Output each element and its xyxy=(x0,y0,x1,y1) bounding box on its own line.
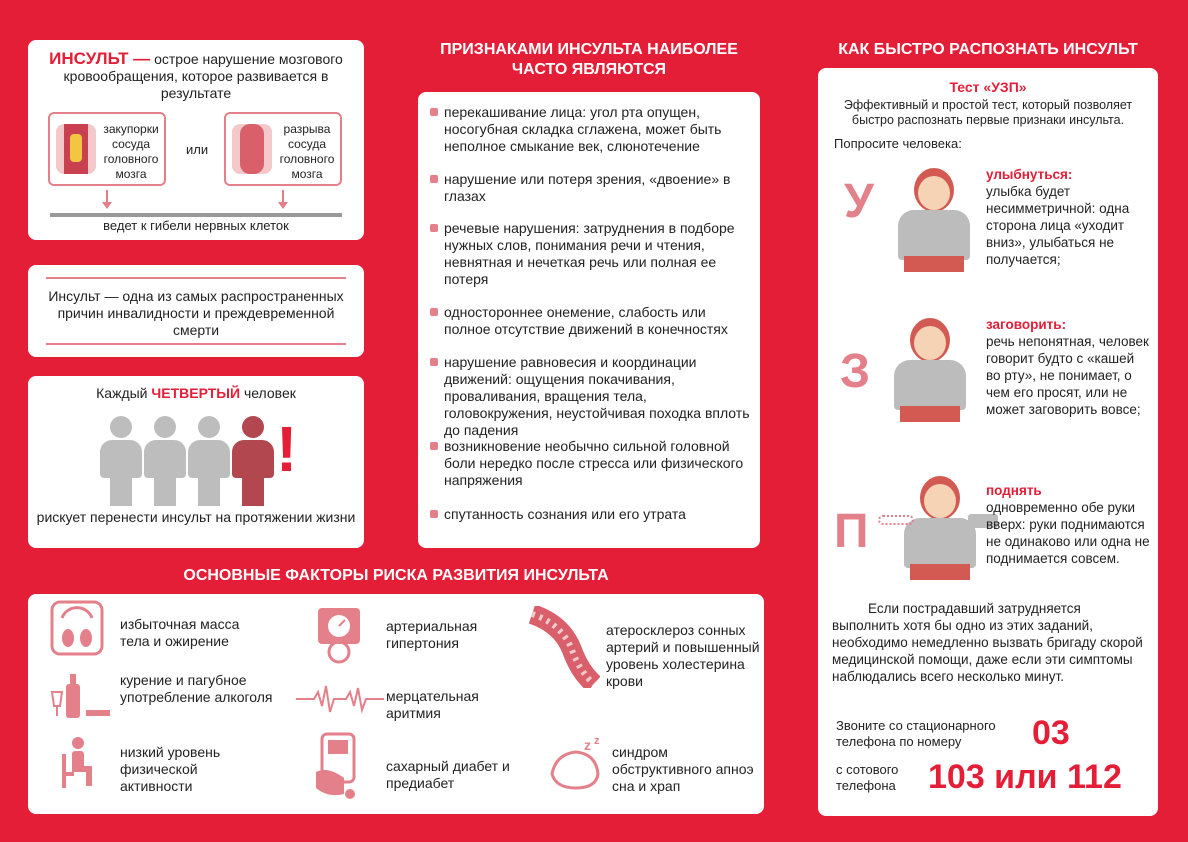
result-text: ведет к гибели нервных клеток xyxy=(103,218,289,233)
stroke-definition-text: острое нарушение мозгового кровообращения, которое развивается в результате xyxy=(63,51,343,101)
tonometer-icon xyxy=(316,606,362,664)
bullet-icon xyxy=(430,224,438,232)
person-smile-icon xyxy=(890,168,980,278)
mobile-number: 103 или 112 xyxy=(928,758,1122,796)
stroke-definition-card xyxy=(28,40,364,240)
symptom-item xyxy=(430,220,754,288)
person-icon xyxy=(144,416,186,506)
fourth-highlight: ЧЕТВЕРТЫЙ xyxy=(151,385,241,401)
step-raise xyxy=(986,482,1152,567)
test-card xyxy=(818,68,1158,816)
bullet-icon xyxy=(430,442,438,450)
risk-atherosclerosis: атеросклероз сонных артерий и повышенный уровень холестерина крови xyxy=(606,622,760,689)
bottle-cigarette-icon xyxy=(50,672,112,720)
step-raise-text: одновременно обе руки вверх: руки поднимаются не одинаково или одна не поднимается совсем. xyxy=(986,500,1150,566)
step-raise-head: поднять xyxy=(986,483,1042,498)
bullet-icon xyxy=(430,175,438,183)
vessel-blockage-icon xyxy=(56,124,96,174)
symptom-text: возникновение необычно сильной головной боли нередко после стресса или физического напряжения xyxy=(444,438,744,488)
bullet-icon xyxy=(430,358,438,366)
divider xyxy=(50,213,342,217)
symptom-text: спутанность сознания или его утрата xyxy=(444,506,686,522)
test-name: Тест «УЗП» xyxy=(949,79,1027,95)
disability-card xyxy=(28,265,364,357)
symptom-text: нарушение или потеря зрения, «двоение» в глазах xyxy=(444,171,731,204)
exclamation-icon: ! xyxy=(276,413,298,485)
step-smile-head: улыбнуться xyxy=(986,167,1068,182)
fourth-prefix: Каждый xyxy=(96,385,148,401)
call-mobile-text: с сотового телефона xyxy=(836,762,899,793)
symptoms-card xyxy=(418,92,760,548)
ecg-icon xyxy=(296,684,384,714)
risk-factors-card xyxy=(28,594,764,814)
risk-activity: низкий уровень физической активности xyxy=(120,744,221,794)
stroke-definition xyxy=(38,50,354,102)
symptom-text: перекашивание лица: угол рта опущен, носогубная складка сглажена, может быть неполное смыкание век, слюнотечение xyxy=(444,104,722,154)
arrow-down-icon xyxy=(106,190,108,206)
stroke-term: ИНСУЛЬТ — xyxy=(49,49,151,68)
or-label: или xyxy=(186,142,209,157)
vessel-rupture-icon xyxy=(232,124,272,174)
risk-hypertension: артериальная гипертония xyxy=(386,618,478,651)
person-highlighted-icon xyxy=(232,416,274,506)
svg-text:z: z xyxy=(584,737,591,753)
test-ask: Попросите человека: xyxy=(834,136,962,151)
person-speak-icon xyxy=(886,318,976,428)
symptom-item xyxy=(430,104,754,155)
test-title: КАК БЫСТРО РАСПОЗНАТЬ ИНСУЛЬТ xyxy=(838,41,1138,58)
fourth-suffix: человек xyxy=(243,385,296,401)
risk-arrhythmia: мерцательная аритмия xyxy=(386,688,479,721)
symptom-item xyxy=(430,304,754,338)
person-icon xyxy=(188,416,230,506)
bullet-icon xyxy=(430,510,438,518)
warning-text: Если пострадавший затрудняется выполнить хотя бы одно из этих заданий, необходимо немедленно вызвать бригаду скорой медицинской помощи, даже если эти симптомы наблюдались всего несколько минут. xyxy=(832,601,1143,684)
risk-diabetes: сахарный диабет и предиабет xyxy=(386,758,510,791)
blockage-box xyxy=(48,112,166,186)
risk-apnea: синдром обструктивного апноэ сна и храп xyxy=(612,744,754,794)
fourth-heading xyxy=(28,385,364,401)
bullet-icon xyxy=(430,108,438,116)
test-intro: Эффективный и простой тест, который позволяет быстро распознать первые признаки инсульта. xyxy=(843,98,1133,127)
divider xyxy=(46,343,346,345)
cause-blockage: закупорки сосуда головного мозга xyxy=(103,122,159,181)
arrow-down-icon xyxy=(282,190,284,206)
risk-title: ОСНОВНЫЕ ФАКТОРЫ РИСКА РАЗВИТИЯ ИНСУЛЬТА xyxy=(183,567,609,584)
fourth-person-card xyxy=(28,376,364,548)
letter-z: З xyxy=(840,345,871,398)
rupture-box xyxy=(224,112,342,186)
step-smile: улыбнуться: улыбка будет несимметричной: одна сторона лица «уходит вниз», улыбаться не получается; xyxy=(986,167,1130,267)
sitting-person-icon xyxy=(60,736,100,790)
step-speak: заговорить: речь непонятная, человек говорит будто с «кашей во рту», не понимает, о чем его просят, или не может заговорить вовсе; xyxy=(986,317,1149,417)
scale-icon xyxy=(50,600,104,656)
glucometer-icon xyxy=(314,732,364,802)
symptom-text: одностороннее онемение, слабость или полное отсутствие движений в конечностях xyxy=(444,304,728,337)
symptom-text: нарушение равновесия и координации движений: ощущения покачивания, проваливания, вращения тела, головокружения, неустойчивая походка вплоть до падения xyxy=(444,354,750,438)
call-landline-text: Звоните со стационарного телефона по номеру xyxy=(836,718,996,749)
letter-p: П xyxy=(834,505,869,558)
symptoms-title: ПРИЗНАКАМИ ИНСУЛЬТА НАИБОЛЕЕ ЧАСТО ЯВЛЯЮТСЯ xyxy=(440,41,738,78)
person-raise-arms-icon xyxy=(896,476,986,586)
letter-u: У xyxy=(844,175,874,228)
step-smile-text: улыбка будет несимметричной: одна сторона лица «уходит вниз», улыбаться не получается; xyxy=(986,184,1130,267)
symptom-item xyxy=(430,506,754,523)
svg-text:z: z xyxy=(594,735,600,747)
symptom-item xyxy=(430,171,754,205)
landline-number: 03 xyxy=(1032,714,1070,752)
disability-text: Инсульт — одна из самых распространенных причин инвалидности и преждевременной смерти xyxy=(48,288,344,338)
symptom-item xyxy=(430,438,754,489)
risk-obesity: избыточная масса тела и ожирение xyxy=(120,616,240,649)
symptom-text: речевые нарушения: затруднения в подборе нужных слов, понимания речи и чтения, невнятная и нечеткая речь или полная ее потеря xyxy=(444,220,735,287)
step-speak-head: заговорить xyxy=(986,317,1062,332)
divider xyxy=(46,277,346,279)
symptom-item xyxy=(430,354,754,439)
cause-rupture: разрыва сосуда головного мозга xyxy=(279,122,335,181)
risk-smoking: курение и пагубное употребление алкоголя xyxy=(120,672,273,705)
bullet-icon xyxy=(430,308,438,316)
dropped-arm-icon xyxy=(878,515,914,525)
artery-icon xyxy=(528,606,600,688)
sleeping-head-icon xyxy=(546,734,608,790)
fourth-bottom-text: рискует перенести инсульт на протяжении жизни xyxy=(36,509,356,525)
step-speak-text: речь непонятная, человек говорит будто с «кашей во рту», не понимает, о чем его просят, или не может заговорить вовсе; xyxy=(986,334,1149,417)
person-icon xyxy=(100,416,142,506)
